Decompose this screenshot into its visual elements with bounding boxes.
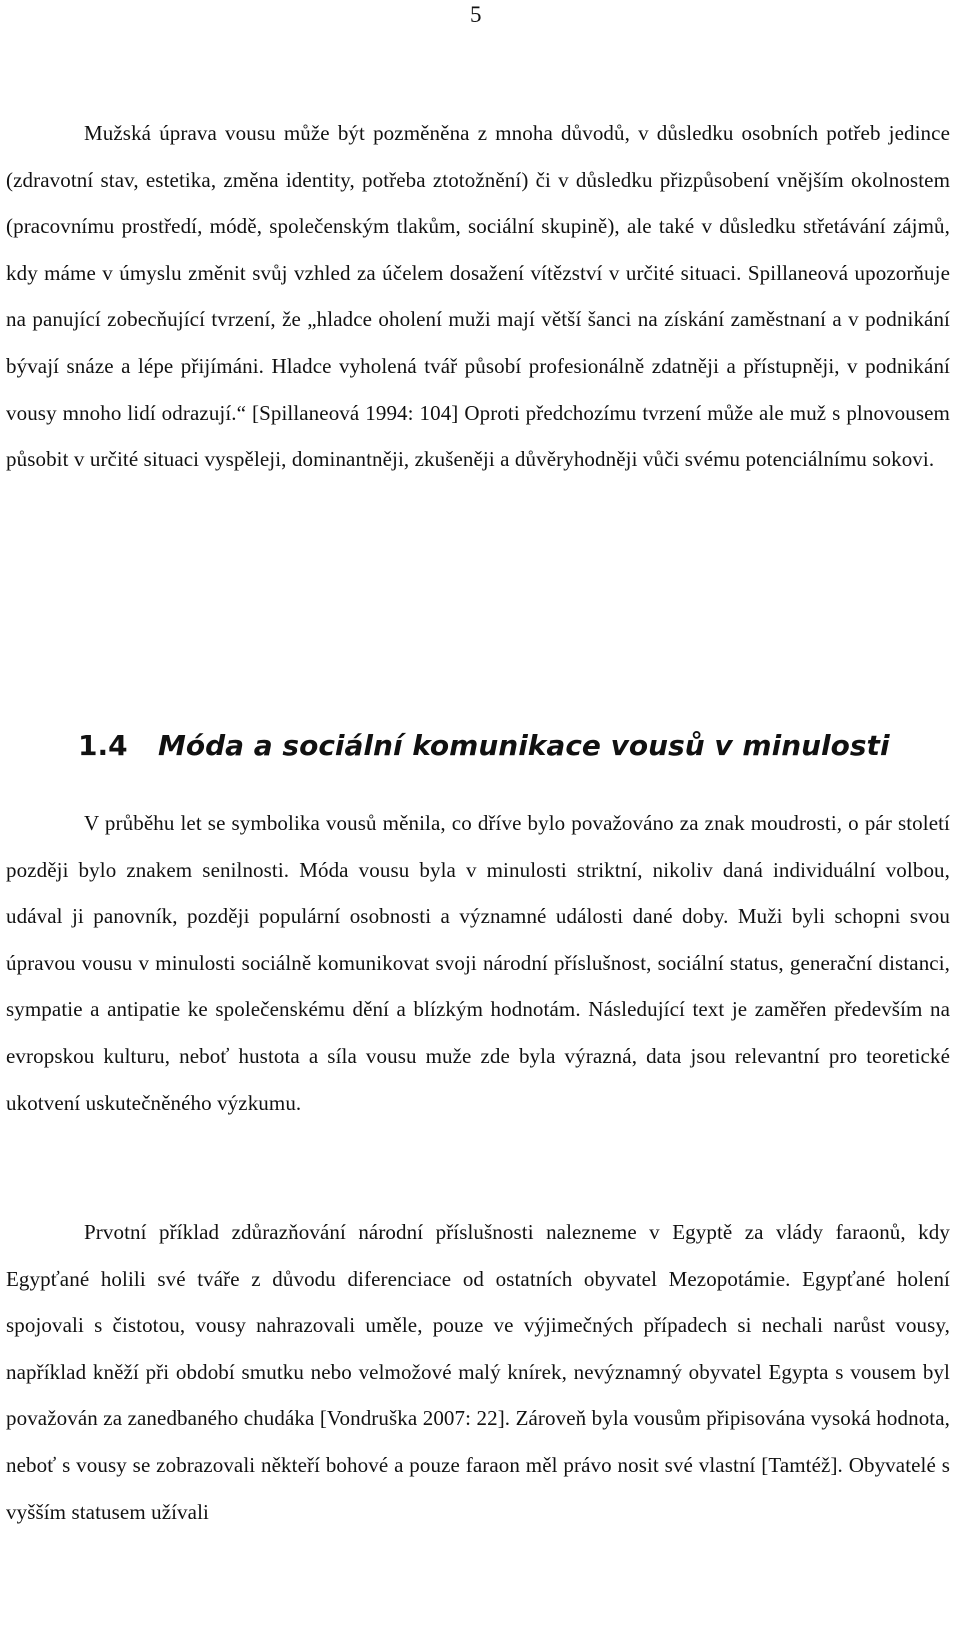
page-number: 5 <box>470 2 482 27</box>
section-heading <box>78 726 890 766</box>
section-number: 1.4 <box>78 729 128 762</box>
section-title: Móda a sociální komunikace vousů v minulosti <box>158 729 890 762</box>
paragraph-intro: Mužská úprava vousu může být pozměněna z mnoha důvodů, v důsledku osobních potřeb jedince (zdravotní stav, estetika, změna identity, potřeba ztotožnění) či v důsledku přizpůsobení vnějším okolnostem (pracovnímu prostředí, módě, společenským tlakům, sociální skupině), ale také v důsledku střetávání zájmů, kdy máme v úmyslu změnit svůj vzhled za účelem dosažení vítězství v určité situaci. Spillaneová upozorňuje na panující zobecňující tvrzení, že „hladce oholení muži mají větší šanci na získání zaměstnaní a v podnikání bývají snáze a lépe přijímáni. Hladce vyholená tvář působí profesionálně zdatněji a přístupněji, v podnikání vousy mnoho lidí odrazují.“ [Spillaneová 1994: 104] Oproti předchozímu tvrzení může ale muž s plnovousem působit v určité situaci vyspěleji, dominantněji, zkušeněji a důvěryhodněji vůči svému potenciálnímu sokovi. <box>6 121 950 472</box>
paragraph-symbolism: V průběhu let se symbolika vousů měnila, co dříve bylo považováno za znak moudrosti, o pár století později bylo znakem senilnosti. Móda vousu byla v minulosti striktní, nikoliv daná individuální volbou, udával ji panovník, později populární osobnosti a významné události dané doby. Muži byli schopni svou úpravou vousu v minulosti sociálně komunikovat svoji národní příslušnost, sociální status, generační distanci, sympatie a antipatie ke společenskému dění a blízkým hodnotám. Následující text je zaměřen především na evropskou kulturu, neboť hustota a síla vousu muže zde byla výrazná, data jsou relevantní pro teoretické ukotvení uskutečněného výzkumu. <box>6 811 950 1115</box>
paragraph-egypt: Prvotní příklad zdůrazňování národní příslušnosti nalezneme v Egyptě za vlády faraonů, kdy Egypťané holili své tváře z důvodu diferenciace od ostatních obyvatel Mezopotámie. Egypťané holení spojovali s čistotou, vousy nahrazovali uměle, pouze ve výjimečných případech si nechali narůst vousy, například kněží při období smutku nebo velmožové malý knírek, nevýznamný obyvatel Egypta s vousem byl považován za zanedbaného chudáka [Vondruška 2007: 22]. Zároveň byla vousům připisována vysoká hodnota, neboť s vousy se zobrazovali někteří bohové a pouze faraon měl právo nosit své vlastní [Tamtéž]. Obyvatelé s vyšším statusem užívali <box>6 1220 950 1524</box>
